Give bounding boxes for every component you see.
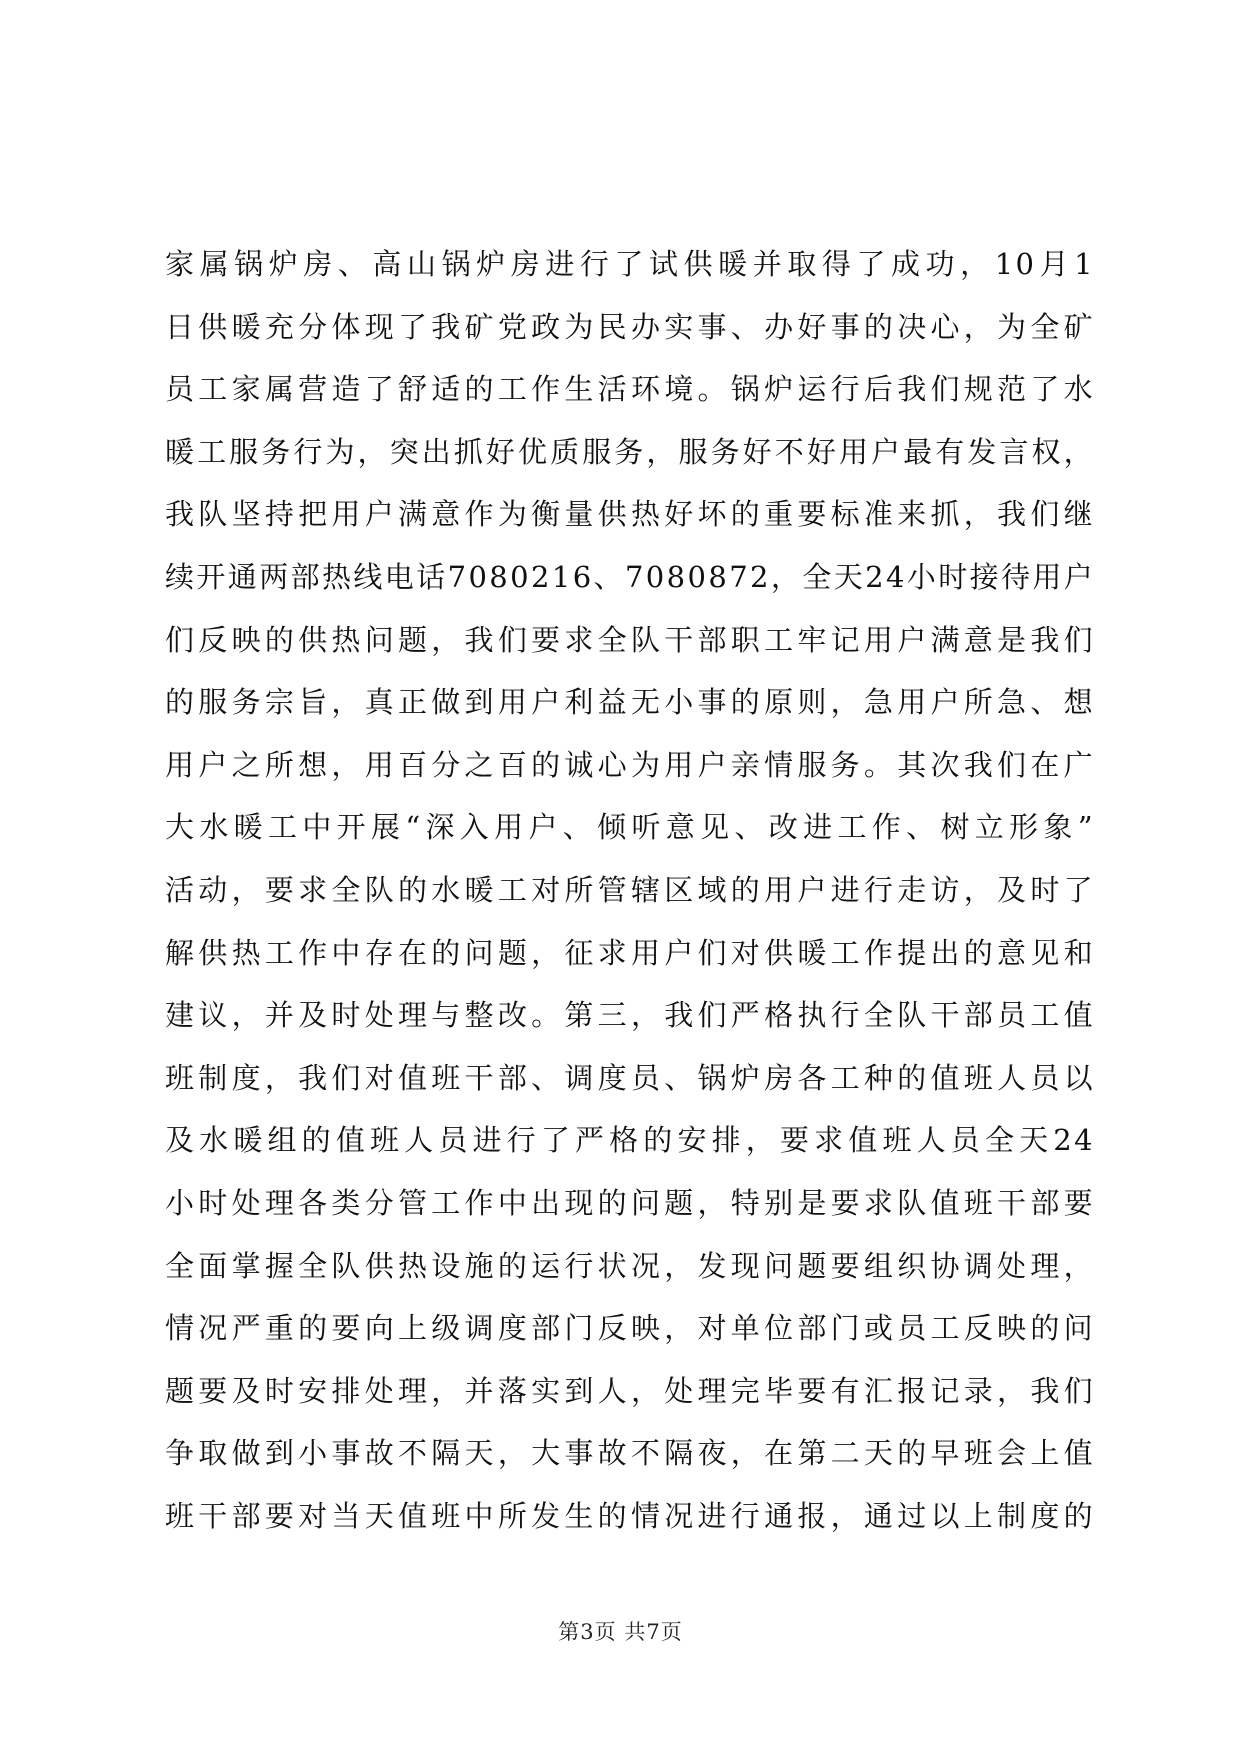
page-footer: 第3页 共7页 bbox=[558, 1620, 683, 1644]
text-line: 家属锅炉房、高山锅炉房进行了试供暖并取得了成功，10月1 bbox=[165, 247, 1095, 281]
text-line: 建议，并及时处理与整改。第三，我们严格执行全队干部员工值 bbox=[165, 998, 1095, 1033]
text-line: 班干部要对当天值班中所发生的情况进行通报，通过以上制度的 bbox=[165, 1498, 1095, 1533]
text-line: 题要及时安排处理，并落实到人，处理完毕要有汇报记录，我们 bbox=[165, 1373, 1095, 1408]
text-line: 暖工服务行为，突出抓好优质服务，服务好不好用户最有发言权， bbox=[165, 434, 1095, 469]
text-line: 班制度，我们对值班干部、调度员、锅炉房各工种的值班人员以 bbox=[165, 1060, 1095, 1095]
text-line: 争取做到小事故不隔天，大事故不隔夜，在第二天的早班会上值 bbox=[165, 1436, 1095, 1471]
text-line: 情况严重的要向上级调度部门反映，对单位部门或员工反映的问 bbox=[165, 1311, 1095, 1346]
text-line: 解供热工作中存在的问题，征求用户们对供暖工作提出的意见和 bbox=[165, 935, 1095, 970]
text-line: 续开通两部热线电话7080216、7080872，全天24小时接待用户 bbox=[165, 559, 1096, 594]
text-line: 日供暖充分体现了我矿党政为民办实事、办好事的决心，为全矿 bbox=[165, 309, 1095, 344]
text-line: 及水暖组的值班人员进行了严格的安排，要求值班人员全天24 bbox=[165, 1123, 1095, 1158]
text-line: 小时处理各类分管工作中出现的问题，特别是要求队值班干部要 bbox=[165, 1185, 1095, 1220]
text-line: 员工家属营造了舒适的工作生活环境。锅炉运行后我们规范了水 bbox=[165, 372, 1095, 407]
text-line: 们反映的供热问题，我们要求全队干部职工牢记用户满意是我们 bbox=[165, 622, 1095, 657]
text-line: 全面掌握全队供热设施的运行状况，发现问题要组织协调处理， bbox=[165, 1248, 1095, 1283]
text-line: 用户之所想，用百分之百的诚心为用户亲情服务。其次我们在广 bbox=[165, 747, 1095, 782]
text-line: 大水暖工中开展“深入用户、倾听意见、改进工作、树立形象” bbox=[165, 810, 1095, 845]
text-line: 我队坚持把用户满意作为衡量供热好坏的重要标准来抓，我们继 bbox=[165, 497, 1095, 532]
text-line: 的服务宗旨，真正做到用户利益无小事的原则，急用户所急、想 bbox=[165, 685, 1095, 720]
text-line: 活动，要求全队的水暖工对所管辖区域的用户进行走访，及时了 bbox=[165, 872, 1095, 907]
body-text bbox=[165, 233, 1095, 1547]
